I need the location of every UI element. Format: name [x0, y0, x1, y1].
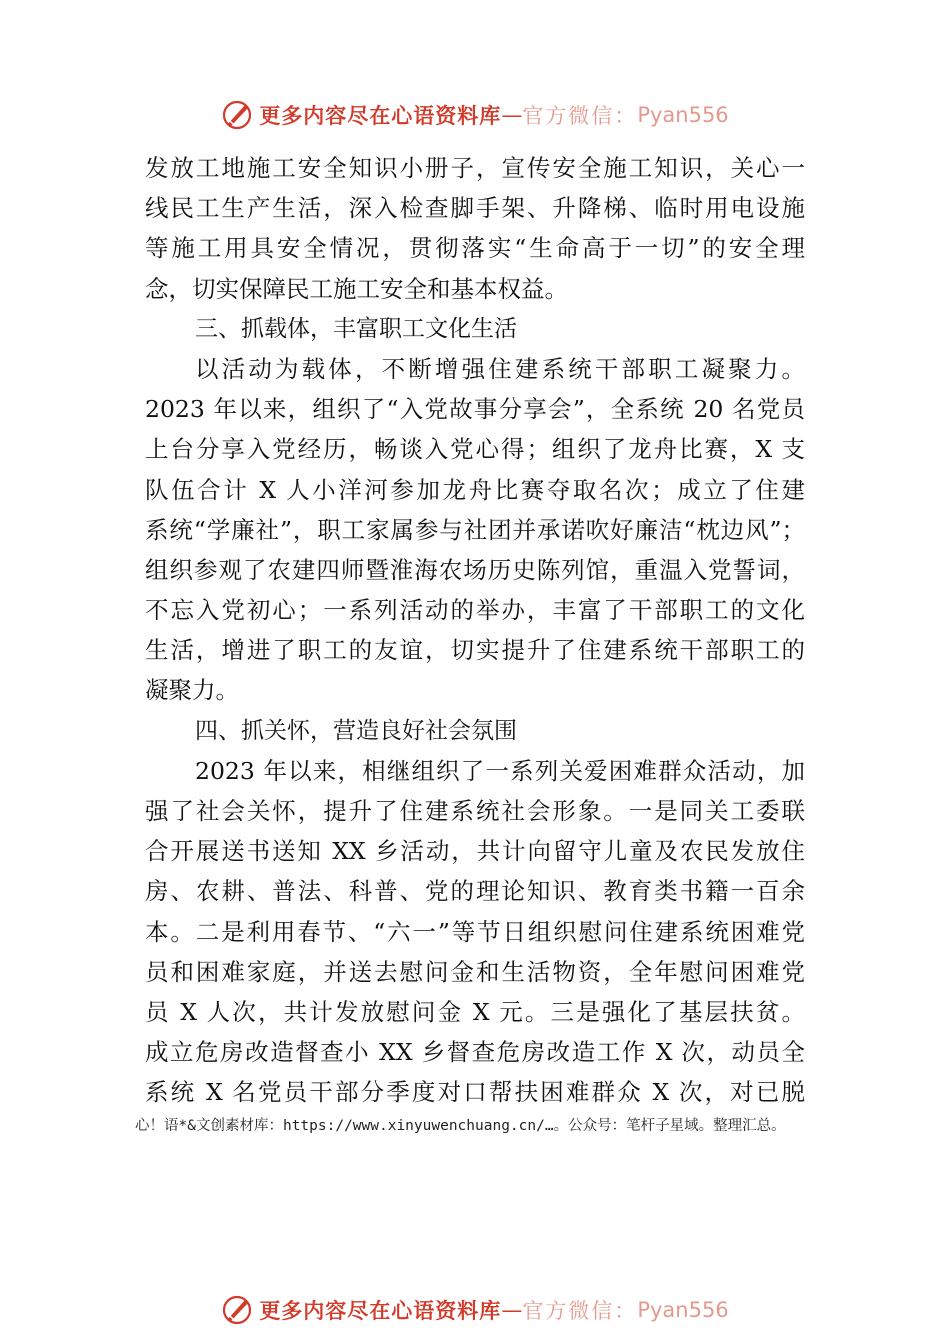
quill-logo-icon: [221, 1294, 253, 1326]
banner-dash: —: [501, 103, 523, 127]
body-line: 系统 X 名党员干部分季度对口帮扶困难群众 X 次，对已脱: [145, 1078, 805, 1107]
wechat-account: Pyan556: [637, 103, 729, 127]
brand-text: 更多内容尽在心语资料库: [259, 1298, 502, 1323]
footer-banner: [0, 1290, 950, 1330]
body-line: 组织参观了农建四师暨淮海农场历史陈列馆，重温入党誓词，: [145, 555, 805, 584]
source-footnote: 心！语*&文创素材库：https://www.xinyuwenchuang.cn/…。公众号：笔杆子星域。整理汇总。: [135, 1118, 786, 1134]
section-heading-4: 四、抓关怀，营造良好社会氛围: [195, 717, 517, 744]
body-line: 队伍合计 X 人小洋河参加龙舟比赛夺取名次；成立了住建: [145, 475, 805, 504]
wechat-account: Pyan556: [637, 1298, 729, 1322]
body-line: 凝聚力。: [145, 676, 239, 705]
body-line: 系统“学廉社”，职工家属参与社团并承诺吹好廉洁“枕边风”；: [145, 515, 805, 544]
body-line: 强了社会关怀，提升了住建系统社会形象。一是同关工委联: [145, 797, 805, 825]
body-line: 合开展送书送知 XX 乡活动，共计向留守儿童及农民发放住: [145, 837, 805, 866]
body-line: 上台分享入党经历，畅谈入党心得；组织了龙舟比赛，X 支: [145, 435, 805, 464]
body-line: 员和困难家庭，并送去慰问金和生活物资，全年慰问困难党: [145, 957, 805, 986]
body-line: 等施工用具安全情况，贯彻落实“生命高于一切”的安全理: [145, 234, 805, 263]
document-body: [145, 148, 805, 1113]
brand-text: 更多内容尽在心语资料库: [259, 103, 502, 128]
body-line: 以活动为载体，不断增强住建系统干部职工凝聚力。: [195, 354, 805, 383]
body-line: 念，切实保障民工施工安全和基本权益。: [145, 274, 568, 303]
body-line: 生活，增进了职工的友谊，切实提升了住建系统干部职工的: [145, 636, 805, 665]
section-heading-3: 三、抓载体，丰富职工文化生活: [195, 315, 517, 342]
quill-logo-icon: [221, 99, 253, 131]
body-line: 本。二是利用春节、“六一”等节日组织慰问住建系统困难党: [145, 917, 805, 946]
body-line: 房、农耕、普法、科普、党的理论知识、教育类书籍一百余: [145, 877, 805, 906]
body-line: 2023 年以来，组织了“入党故事分享会”，全系统 20 名党员: [145, 395, 805, 424]
wechat-label: 官方微信：: [522, 104, 638, 128]
body-line: 成立危房改造督查小 XX 乡督查危房改造工作 X 次，动员全: [145, 1038, 805, 1067]
body-line: 不忘入党初心；一系列活动的举办，丰富了干部职工的文化: [145, 596, 805, 625]
body-line: 发放工地施工安全知识小册子，宣传安全施工知识，关心一: [145, 154, 805, 182]
body-line: 2023 年以来，相继组织了一系列关爱困难群众活动，加: [195, 756, 805, 785]
wechat-label: 官方微信：: [522, 1299, 638, 1323]
banner-dash: —: [501, 1298, 523, 1322]
body-line: 线民工生产生活，深入检查脚手架、升降梯、临时用电设施: [145, 194, 805, 223]
header-banner: [0, 95, 950, 135]
body-line: 员 X 人次，共计发放慰问金 X 元。三是强化了基层扶贫。: [145, 997, 805, 1026]
